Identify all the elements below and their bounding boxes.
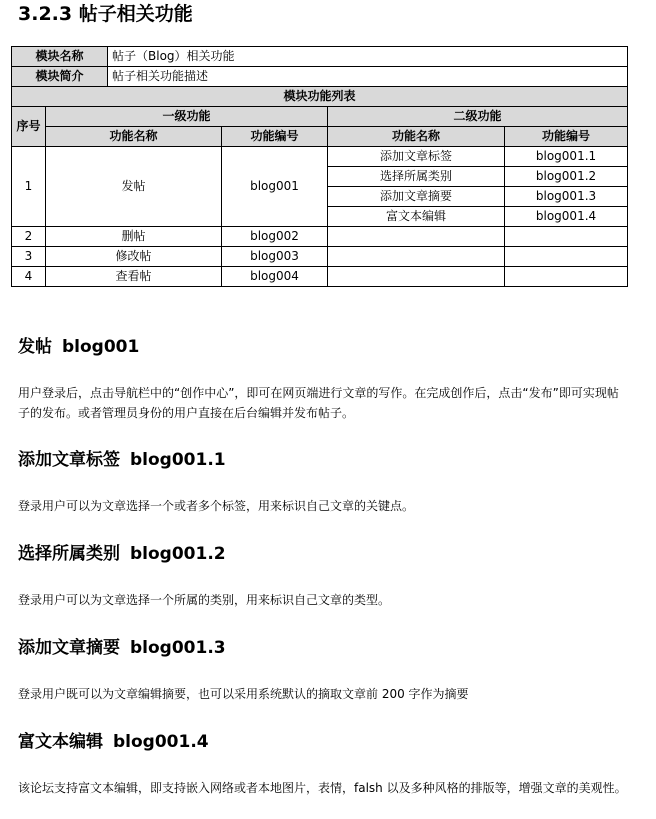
module-name-label: 模块名称	[12, 47, 108, 67]
section-heading-code: blog001.1	[130, 450, 226, 470]
row-func-name: 查看帖	[46, 267, 222, 287]
section-heading-code: blog001	[62, 337, 140, 357]
row-func-code: blog001	[222, 147, 328, 227]
sub-func-name: 添加文章摘要	[328, 187, 505, 207]
sub-func-name: 添加文章标签	[328, 147, 505, 167]
section-heading-title: 富文本编辑	[18, 732, 103, 752]
section-paragraph: 登录用户可以为文章选择一个所属的类别，用来标识自己文章的类型。	[18, 593, 391, 607]
section-heading-title: 发帖	[18, 337, 52, 357]
l2-code-header: 功能编号	[505, 127, 628, 147]
section-heading-blog001-3	[18, 637, 226, 659]
section-paragraph: 用户登录后，点击导航栏中的“创作中心”，即可在网页端进行文章的写作。在完成创作后，点击“发布”即可实现帖子的发布。或者管理员身份的用户直接在后台编辑并发布帖子。	[18, 386, 619, 420]
row-seq: 2	[12, 227, 46, 247]
table-row	[12, 227, 628, 247]
sub-func-name: 富文本编辑	[328, 207, 505, 227]
function-list-title: 模块功能列表	[12, 87, 628, 107]
section-paragraph: 登录用户可以为文章选择一个或者多个标签，用来标识自己文章的关键点。	[18, 499, 415, 513]
section-heading-code: blog001.3	[130, 638, 226, 658]
sub-func-code: blog001.4	[505, 207, 628, 227]
section-heading-title: 添加文章摘要	[18, 638, 120, 658]
seq-header: 序号	[12, 107, 46, 147]
module-name-row	[12, 47, 628, 67]
sub-func-name: 选择所属类别	[328, 167, 505, 187]
table-row	[12, 267, 628, 287]
l1-name-header: 功能名称	[46, 127, 222, 147]
section-heading-title: 选择所属类别	[18, 544, 120, 564]
row-func-name: 删帖	[46, 227, 222, 247]
section-heading-blog001-4	[18, 731, 209, 753]
section-heading-title: 添加文章标签	[18, 450, 120, 470]
module-intro-row	[12, 67, 628, 87]
section-paragraph: 该论坛支持富文本编辑，即支持嵌入网络或者本地图片，表情，falsh 以及多种风格的排版等，增强文章的美观性。	[18, 781, 627, 795]
module-intro-label: 模块简介	[12, 67, 108, 87]
row-func-name: 修改帖	[46, 247, 222, 267]
section-heading-blog001-2	[18, 543, 226, 565]
module-intro-value: 帖子相关功能描述	[108, 67, 628, 87]
row-seq: 1	[12, 147, 46, 227]
table-row	[12, 147, 628, 167]
sub-func-code: blog001.2	[505, 167, 628, 187]
l1-code-header: 功能编号	[222, 127, 328, 147]
section-title: 3.2.3 帖子相关功能	[18, 3, 193, 25]
row-func-code: blog004	[222, 267, 328, 287]
sub-func-code: blog001.1	[505, 147, 628, 167]
l2-name-header: 功能名称	[328, 127, 505, 147]
row-func-code: blog003	[222, 247, 328, 267]
module-name-value: 帖子（Blog）相关功能	[108, 47, 628, 67]
row-seq: 3	[12, 247, 46, 267]
section-heading-code: blog001.4	[113, 732, 209, 752]
module-table	[11, 46, 628, 287]
level1-header: 一级功能	[46, 107, 328, 127]
row-func-code: blog002	[222, 227, 328, 247]
row-func-name: 发帖	[46, 147, 222, 227]
section-heading-code: blog001.2	[130, 544, 226, 564]
section-paragraph: 登录用户既可以为文章编辑摘要，也可以采用系统默认的摘取文章前 200 字作为摘要	[18, 687, 469, 701]
table-row	[12, 247, 628, 267]
sub-func-code: blog001.3	[505, 187, 628, 207]
row-seq: 4	[12, 267, 46, 287]
section-heading-blog001	[18, 336, 139, 358]
level2-header: 二级功能	[328, 107, 628, 127]
section-heading-blog001-1	[18, 449, 226, 471]
